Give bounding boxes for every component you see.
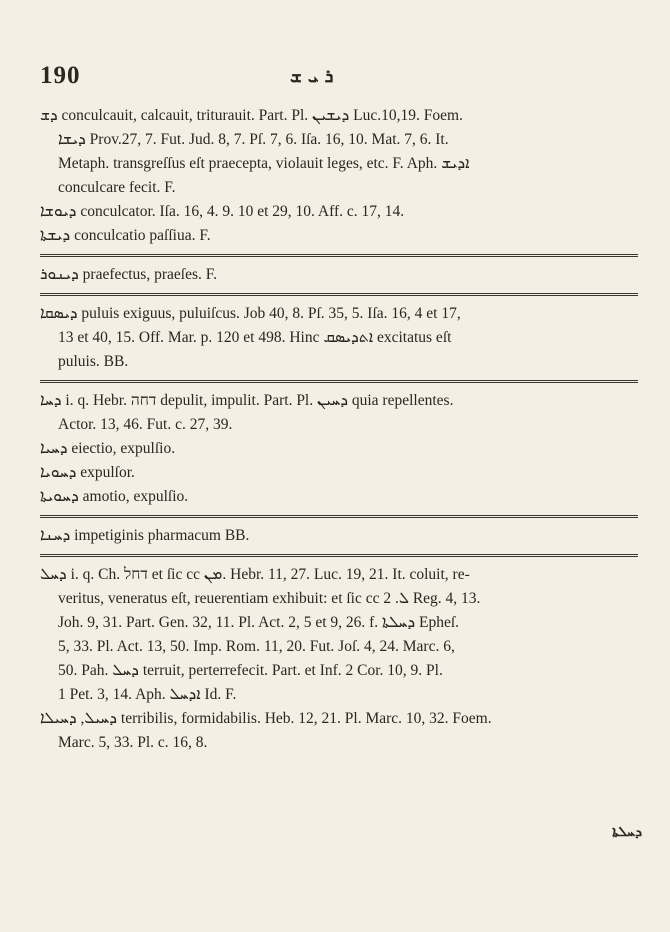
entry-line: ܕܝܫܐ Prov.27, 7. Fut. Jud. 8, 7. Pſ. 7, 6. Iſa. 16, 10. Mat. 7, 6. It.	[58, 131, 449, 148]
page-number: 190	[40, 62, 81, 89]
entry-line: puluis. BB.	[58, 353, 129, 370]
entry-line: Marc. 5, 33. Pl. c. 16, 8.	[58, 734, 208, 751]
entry-line: ܕܝܢܘܪ praefectus, praeſes. F.	[40, 266, 217, 283]
entry-line: ܕܚܘܝܬܐ amotio, expulſio.	[40, 488, 189, 505]
entry-expulsor	[40, 461, 638, 485]
entry-line: Metaph. transgreſſus eſt praecepta, violauit leges, etc. F. Aph. ܐܕܝܫ	[58, 155, 470, 172]
entry-line: ܕܚܠ i. q. Ch. דחל et ſic cc ܡܢ. Hebr. 11, 27. Luc. 19, 21. It. coluit, re-	[40, 566, 470, 583]
entry-line: ܕܝܣܩܐ puluis exiguus, puluiſcus. Job 40, 8. Pſ. 35, 5. Iſa. 16, 4 et 17,	[40, 305, 461, 322]
entry-line: ܕܚܝܠ, ܕܚܝܠܐ terribilis, formidabilis. Heb. 12, 21. Pl. Marc. 10, 32. Foem.	[40, 710, 492, 727]
entry-line: 13 et 40, 15. Off. Mar. p. 120 et 498. Hinc ܐܬܕܝܣܩ excitatus eſt	[58, 329, 452, 346]
entry-timuit	[40, 563, 638, 707]
entry-praefectus	[40, 263, 638, 287]
catchword: ܕܚܠܬܐ	[612, 824, 642, 840]
entry-line: Actor. 13, 46. Fut. c. 27, 39.	[58, 416, 233, 433]
entry-line: Joh. 9, 31. Part. Gen. 32, 11. Pl. Act. 2, 5 et 9, 26. f. ܕܚܠܬܐ Epheſ.	[58, 614, 460, 631]
section-divider	[40, 380, 638, 383]
entry-conculcatio	[40, 224, 638, 248]
dictionary-entries	[40, 104, 638, 755]
entry-conculcator	[40, 200, 638, 224]
page-header	[40, 62, 630, 92]
running-head: ܪ ܝ ܫ	[290, 66, 334, 87]
entry-eiectio	[40, 437, 638, 461]
entry-line: ܕܚܢܐ impetiginis pharmacum BB.	[40, 527, 250, 544]
section-divider	[40, 554, 638, 557]
entry-line: 50. Pah. ܕܚܠ terruit, perterrefecit. Part. et Inf. 2 Cor. 10, 9. Pl.	[58, 662, 443, 679]
entry-line: ܕܫ conculcauit, calcauit, triturauit. Part. Pl. ܕܝܫܝܢ Luc.10,19. Foem.	[40, 107, 463, 124]
entry-line: veritus, veneratus eſt, reuerentiam exhibuit: et ſic cc ܠ. 2 Reg. 4, 13.	[58, 590, 481, 607]
entry-amotio	[40, 485, 638, 509]
entry-line: 5, 33. Pl. Act. 13, 50. Imp. Rom. 11, 20. Fut. Joſ. 4, 24. Marc. 6,	[58, 638, 455, 655]
entry-line: ܕܝܘܫܐ conculcator. Iſa. 16, 4. 9. 10 et 29, 10. Aff. c. 17, 14.	[40, 203, 405, 220]
entry-line: 1 Pet. 3, 14. Aph. ܐܕܚܠ Id. F.	[58, 686, 237, 703]
entry-impetiginis	[40, 524, 638, 548]
section-divider	[40, 254, 638, 257]
entry-line: ܕܚܐ i. q. Hebr. דחה depulit, impulit. Part. Pl. ܕܚܝܢ quia repellentes.	[40, 392, 454, 409]
entry-conculcauit	[40, 104, 638, 200]
entry-puluis	[40, 302, 638, 374]
entry-line: ܕܚܝܐ eiectio, expulſio.	[40, 440, 176, 457]
entry-line: ܕܝܫܬܐ conculcatio paſſiua. F.	[40, 227, 211, 244]
entry-depulit	[40, 389, 638, 437]
section-divider	[40, 515, 638, 518]
entry-terribilis	[40, 707, 638, 755]
entry-line: ܕܚܘܝܐ expulſor.	[40, 464, 135, 481]
entry-line: conculcare fecit. F.	[58, 179, 176, 196]
section-divider	[40, 293, 638, 296]
